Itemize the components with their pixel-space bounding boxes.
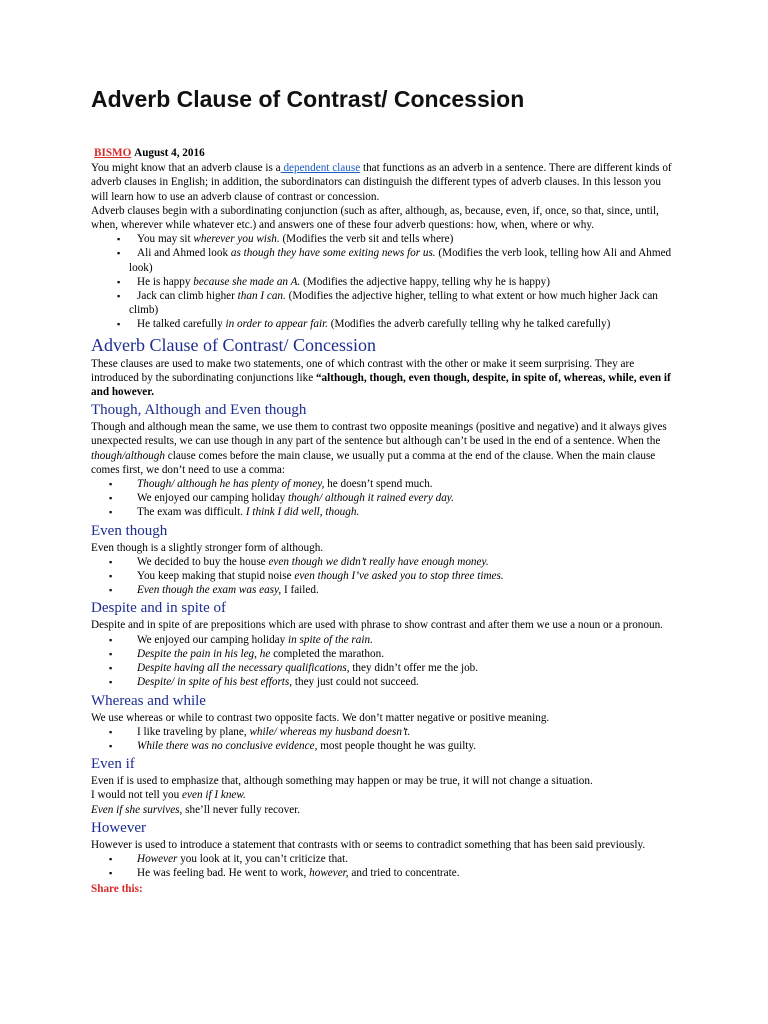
heading-however: However	[91, 819, 146, 836]
author-link[interactable]: BISMO	[94, 147, 132, 159]
heading-even-though: Even though	[91, 522, 168, 539]
intro-examples-list	[91, 232, 679, 331]
list-item: ▪ He is happy because she made an A. (Modifies the adjective happy, telling why he is happy)	[91, 275, 679, 289]
list-item: ▪ We enjoyed our camping holiday though/ although it rained every day.	[91, 491, 679, 505]
list-item: ▪ While there was no conclusive evidence, most people thought he was guilty.	[91, 739, 679, 753]
section-heading-contrast: Adverb Clause of Contrast/ Concession	[91, 334, 376, 355]
post-meta	[91, 146, 679, 160]
even-if-paragraph: Even if is used to emphasize that, although something may happen or may be true, it will not change a situation.	[91, 775, 593, 788]
intro-paragraph-1: You might know that an adverb clause is a dependent clause that functions as an adverb in a sentence. There are different kinds of adverb clauses in English; in addition, the subordinators can distinguish the different types of adverb clauses. In this lesson you will learn how to use an adverb clause of contrast or concession.	[91, 162, 672, 203]
list-item: ▪ He was feeling bad. He went to work, however, and tried to concentrate.	[91, 866, 679, 880]
article-body	[91, 146, 679, 897]
list-item: ▪ We enjoyed our camping holiday in spite of the rain.	[91, 633, 679, 647]
list-item: ▪ Despite the pain in his leg, he completed the marathon.	[91, 647, 679, 661]
list-item: ▪ Ali and Ahmed look as though they have some exiting news for us. (Modifies the verb look, telling how Ali and Ahmed look)	[91, 246, 679, 274]
list-item: ▪ Even though the exam was easy, I failed.	[91, 583, 679, 597]
contrast-paragraph: These clauses are used to make two statements, one of which contrast with the other or make it seem surprising. They are introduced by the subordinating conjunctions like “although, though, even though, despite, in spite of, whereas, while, even if and however.	[91, 357, 671, 399]
list-item: ▪ The exam was difficult. I think I did well, though.	[91, 505, 679, 519]
list-item: ▪ He talked carefully in order to appear fair. (Modifies the adverb carefully telling why he talked carefully)	[91, 317, 679, 331]
even-if-line-3: Even if she survives, she’ll never fully recover.	[91, 803, 301, 816]
whereas-paragraph: We use whereas or while to contrast two opposite facts. We don’t matter negative or positive meaning.	[91, 711, 550, 724]
list-item: ▪ Despite/ in spite of his best efforts, they just could not succeed.	[91, 675, 679, 689]
list-item: ▪ You may sit wherever you wish. (Modifies the verb sit and tells where)	[91, 232, 679, 246]
list-item: ▪ Despite having all the necessary qualifications, they didn’t offer me the job.	[91, 661, 679, 675]
whereas-examples-list	[91, 725, 679, 753]
heading-whereas: Whereas and while	[91, 692, 206, 709]
dependent-clause-link[interactable]: dependent clause	[280, 162, 361, 175]
page-title: Adverb Clause of Contrast/ Concession	[91, 86, 525, 112]
however-paragraph: However is used to introduce a statement that contrasts with or seems to contradict something that has been said previously.	[91, 838, 646, 851]
even-though-examples-list	[91, 555, 679, 598]
list-item: ▪ You keep making that stupid noise even though I’ve asked you to stop three times.	[91, 569, 679, 583]
share-label: Share this:	[91, 883, 143, 896]
even-if-line-2: I would not tell you even if I knew.	[91, 789, 246, 802]
list-item: ▪ However you look at it, you can’t criticize that.	[91, 852, 679, 866]
list-item: ▪ Jack can climb higher than I can. (Modifies the adjective higher, telling to what extent or how much higher Jack can climb)	[91, 289, 679, 317]
even-though-paragraph: Even though is a slightly stronger form of although.	[91, 541, 324, 554]
heading-even-if: Even if	[91, 756, 135, 773]
though-examples-list	[91, 477, 679, 520]
heading-despite: Despite and in spite of	[91, 600, 226, 617]
however-examples-list	[91, 852, 679, 880]
post-date: August 4, 2016	[134, 147, 205, 159]
list-item: ▪ I like traveling by plane, while/ whereas my husband doesn’t.	[91, 725, 679, 739]
list-item: ▪ Though/ although he has plenty of money, he doesn’t spend much.	[91, 477, 679, 491]
intro-paragraph-2: Adverb clauses begin with a subordinating conjunction (such as after, although, as, because, even, if, once, so that, since, until, when, wherever while whatever etc.) and answers one of these four adverb questions: how, when, where or why.	[91, 204, 659, 232]
despite-examples-list	[91, 633, 679, 690]
though-paragraph: Though and although mean the same, we use them to contrast two opposite meanings (positive and negative) and it always gives unexpected results, we can use though in any part of the sentence but although can’t be used in the end of a sentence. When the though/although clause comes before the main clause, we usually put a comma at the end of the clause. When the main clause comes first, we don’t need to use a comma:	[91, 421, 667, 476]
heading-though: Though, Although and Even though	[91, 402, 307, 419]
list-item: ▪ We decided to buy the house even though we didn’t really have enough money.	[91, 555, 679, 569]
despite-paragraph: Despite and in spite of are prepositions which are used with phrase to show contrast and after them we use a noun or a pronoun.	[91, 619, 663, 632]
